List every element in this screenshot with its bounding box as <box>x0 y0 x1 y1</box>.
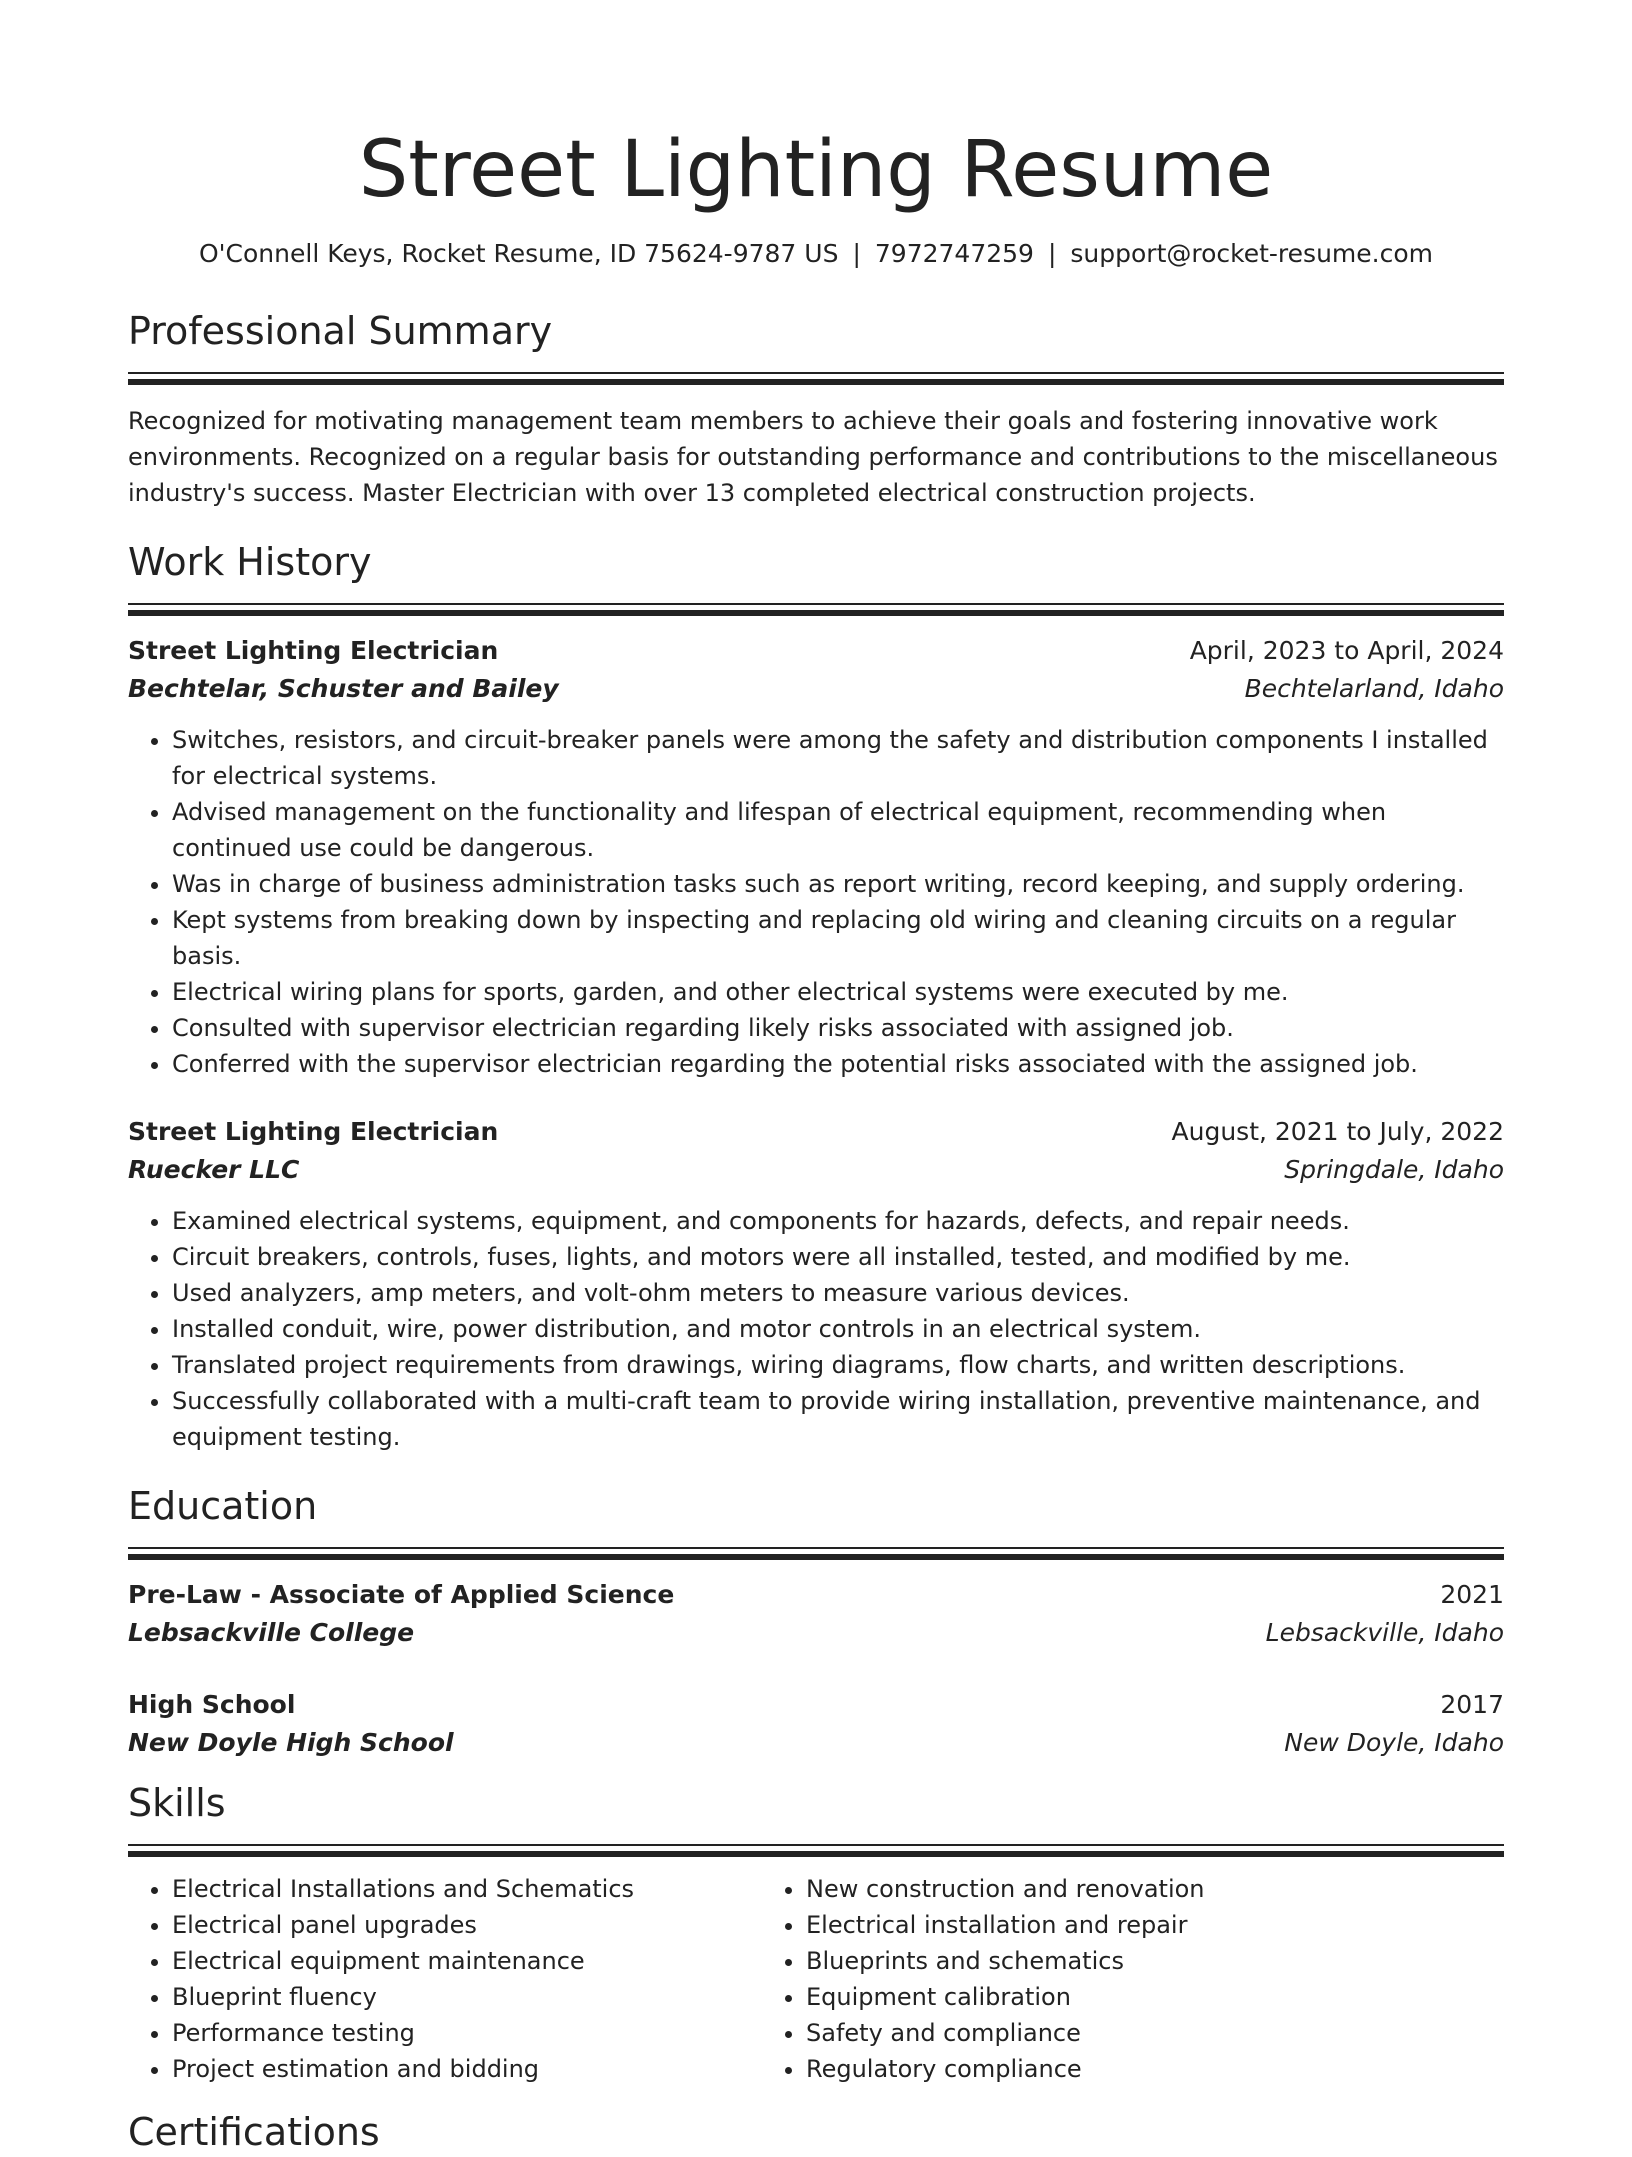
skills-list-right <box>762 1871 1396 2087</box>
education-school-row <box>128 1724 1504 1762</box>
list-item: • Kept systems from breaking down by inspecting and replacing old wiring and cleaning circuits on a regular basis. <box>172 902 1504 974</box>
list-item: • Conferred with the supervisor electrician regarding the potential risks associated with the assigned job. <box>172 1046 1504 1082</box>
list-item: • Examined electrical systems, equipment, and components for hazards, defects, and repair needs. <box>172 1203 1504 1239</box>
education-school: New Doyle High School <box>128 1728 454 1757</box>
list-item: • Installed conduit, wire, power distribution, and motor controls in an electrical system. <box>172 1311 1504 1347</box>
education-header-row <box>128 1686 1504 1724</box>
section-divider <box>128 1844 1504 1857</box>
list-item: • Equipment calibration <box>806 1979 1396 2015</box>
job-company: Bechtelar, Schuster and Bailey <box>128 674 559 703</box>
list-item: • New construction and renovation <box>806 1871 1396 1907</box>
education-header-row <box>128 1576 1504 1614</box>
education-section <box>128 1481 1504 1762</box>
section-heading-summary: Professional Summary <box>128 309 553 353</box>
work-history-section <box>128 537 1504 1455</box>
list-item: • Safety and compliance <box>806 2015 1396 2051</box>
job-bullets <box>128 1203 1504 1455</box>
list-item: • Electrical installation and repair <box>806 1907 1396 1943</box>
section-heading-work: Work History <box>128 540 372 584</box>
contact-separator: | <box>1047 239 1057 268</box>
education-year: 2021 <box>1440 1580 1504 1609</box>
job-company: Ruecker LLC <box>128 1155 300 1184</box>
job-dates: April, 2023 to April, 2024 <box>1189 636 1504 665</box>
certifications-section <box>128 2107 1504 2157</box>
skills-list-left <box>128 1871 762 2087</box>
section-heading-education: Education <box>128 1484 318 1528</box>
job-title: Street Lighting Electrician <box>128 636 499 665</box>
contact-address: O'Connell Keys, Rocket Resume, ID 75624-9787 US <box>199 239 839 268</box>
education-degree: High School <box>128 1690 296 1719</box>
list-item: • Circuit breakers, controls, fuses, lights, and motors were all installed, tested, and modified by me. <box>172 1239 1504 1275</box>
list-item: • Electrical wiring plans for sports, garden, and other electrical systems were executed by me. <box>172 974 1504 1010</box>
education-degree: Pre-Law - Associate of Applied Science <box>128 1580 675 1609</box>
list-item: • Regulatory compliance <box>806 2051 1396 2087</box>
job-dates: August, 2021 to July, 2022 <box>1171 1117 1504 1146</box>
section-heading-certifications: Certifications <box>128 2110 380 2154</box>
job-company-row <box>128 1151 1504 1189</box>
list-item: • Was in charge of business administration tasks such as report writing, record keeping, and supply ordering. <box>172 866 1504 902</box>
job-bullets <box>128 722 1504 1082</box>
education-entry <box>128 1686 1504 1762</box>
job-header-row <box>128 1113 1504 1151</box>
section-divider <box>128 372 1504 385</box>
contact-email: support@rocket-resume.com <box>1070 239 1433 268</box>
education-entry <box>128 1576 1504 1652</box>
job-header-row <box>128 632 1504 670</box>
contact-line <box>128 236 1504 272</box>
education-location: New Doyle, Idaho <box>1284 1728 1504 1757</box>
education-location: Lebsackville, Idaho <box>1265 1618 1504 1647</box>
section-divider <box>128 1547 1504 1560</box>
contact-phone: 7972747259 <box>874 239 1034 268</box>
job-location: Springdale, Idaho <box>1284 1155 1504 1184</box>
section-divider <box>128 603 1504 616</box>
section-heading-skills: Skills <box>128 1781 226 1825</box>
list-item: • Performance testing <box>172 2015 762 2051</box>
list-item: • Blueprint fluency <box>172 1979 762 2015</box>
list-item: • Advised management on the functionality and lifespan of electrical equipment, recommending when continued use could be dangerous. <box>172 794 1504 866</box>
list-item: • Project estimation and bidding <box>172 2051 762 2087</box>
resume-title: Street Lighting Resume <box>358 125 1274 215</box>
education-year: 2017 <box>1440 1690 1504 1719</box>
resume-page <box>128 0 1504 2157</box>
summary-section <box>128 306 1504 511</box>
list-item: • Successfully collaborated with a multi-craft team to provide wiring installation, preventive maintenance, and equipment testing. <box>172 1383 1504 1455</box>
job-company-row <box>128 670 1504 708</box>
job-location: Bechtelarland, Idaho <box>1244 674 1504 703</box>
job-entry <box>128 632 1504 1082</box>
list-item: • Blueprints and schematics <box>806 1943 1396 1979</box>
skills-columns <box>128 1871 1504 2087</box>
education-school-row <box>128 1614 1504 1652</box>
list-item: • Used analyzers, amp meters, and volt-ohm meters to measure various devices. <box>172 1275 1504 1311</box>
job-title: Street Lighting Electrician <box>128 1117 499 1146</box>
contact-separator: | <box>852 239 861 268</box>
education-school: Lebsackville College <box>128 1618 415 1647</box>
list-item: • Electrical panel upgrades <box>172 1907 762 1943</box>
skills-section <box>128 1778 1504 2087</box>
list-item: • Electrical Installations and Schematics <box>172 1871 762 1907</box>
list-item: • Electrical equipment maintenance <box>172 1943 762 1979</box>
list-item: • Switches, resistors, and circuit-breaker panels were among the safety and distribution components I installed for electrical systems. <box>172 722 1504 794</box>
list-item: • Consulted with supervisor electrician regarding likely risks associated with assigned job. <box>172 1010 1504 1046</box>
job-entry <box>128 1113 1504 1455</box>
list-item: • Translated project requirements from drawings, wiring diagrams, flow charts, and written descriptions. <box>172 1347 1504 1383</box>
summary-text: Recognized for motivating management team members to achieve their goals and fostering innovative work environments. Recognized on a regular basis for outstanding performance and contributions to the miscellaneous industry's success. Master Electrician with over 13 completed electrical construction projects. <box>128 407 1498 507</box>
